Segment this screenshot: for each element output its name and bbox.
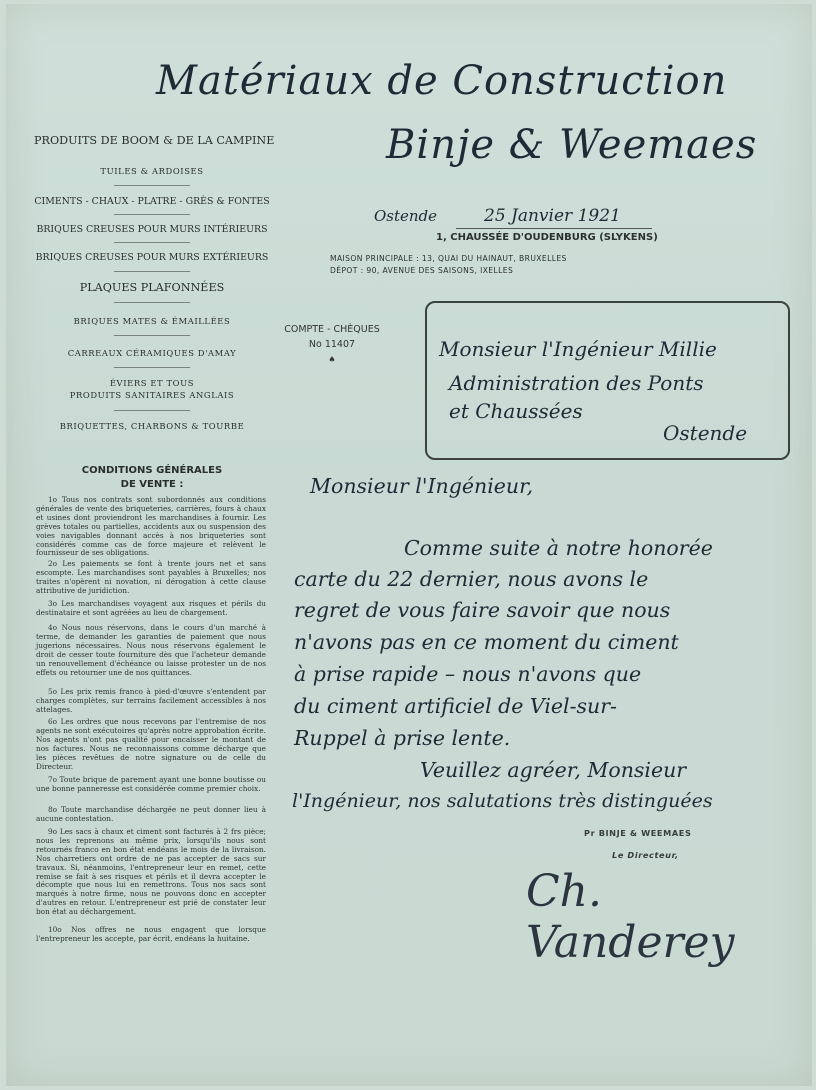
compte-cheques [282, 322, 382, 367]
letter-line: regret de vous faire savoir que nous [294, 598, 671, 622]
condition-item: 8o Toute marchandise déchargée ne peut donner lieu à aucune contestation. [36, 805, 266, 823]
product-item: BRIQUES CREUSES POUR MURS INTÉRIEURS [36, 224, 268, 235]
recipient-line: Monsieur l'Ingénieur Millie [439, 337, 717, 361]
closing-firm: Pr BINJE & WEEMAES [584, 828, 692, 838]
condition-item: 10o Nos offres ne nous engagent que lorsque l'entrepreneur les accepte, par écrit, endéans la huitaine. [36, 925, 266, 943]
product-item: BRIQUES MATES & ÉMAILLÉES [73, 316, 231, 326]
product-item: PLAQUES PLAFONNÉES [79, 281, 225, 294]
conditions-heading [34, 464, 270, 492]
divider [114, 335, 190, 336]
recipient-line: et Chaussées [449, 399, 583, 423]
compte-label: COMPTE - CHÈQUES [284, 324, 380, 335]
date-underline [456, 228, 652, 229]
recipient-line: Administration des Ponts [449, 371, 704, 395]
address-main: 1, CHAUSSÉE D'OUDENBURG (SLYKENS) [436, 232, 658, 243]
signature: Ch. Vanderey [526, 866, 735, 968]
letter-line: à prise rapide – nous n'avons que [294, 662, 642, 686]
condition-item: 2o Les paiements se font à trente jours net et sans escompte. Les marchandises sont payables à Bruxelles; nos traites n'opèrent ni novation, ni dérogation à cette clause attributive de juridiction. [36, 559, 266, 595]
product-item: PRODUITS SANITAIRES ANGLAIS [69, 390, 235, 400]
product-item: CIMENTS - CHAUX - PLATRE - GRÈS & FONTES [34, 196, 270, 207]
divider [114, 271, 190, 272]
conditions-heading-line2: DE VENTE : [120, 479, 184, 490]
date-handwritten: 25 Janvier 1921 [484, 206, 621, 226]
divider [114, 367, 190, 368]
divider [114, 302, 190, 303]
condition-item: 4o Nous nous réservons, dans le cours d'un marché à terme, de demander les garanties de paiement que nous jugerions nécessaires. Nous nous réservons également le droit de cesser toute fourniture dès que l'acheteur demande un renouvellement d'échéance ou laisse protester un de nos effets ou retourner une de nos quittances. [36, 623, 266, 677]
salutation: Monsieur l'Ingénieur, [310, 474, 534, 498]
product-item: BRIQUES CREUSES POUR MURS EXTÉRIEURS [35, 252, 269, 263]
condition-item: 9o Les sacs à chaux et ciment sont facturés à 2 frs pièce; nous les reprenons au même prix, lorsqu'ils nous sont retournés franco en bon état endéans le mois de la livraison. Nos charretiers ont ordre de ne pas accepter de sacs sur travaux. Si, néanmoins, l'entrepreneur leur en remet, cette remise se fait à ses risques et périls et il devra accepter le décompte que nous lui en remettrons. Tous nos sacs sont marqués à notre firme, nous ne pouvons donc en accepter d'autres en retour. L'entrepreneur est prié de constater leur bon état au déchargement. [36, 827, 266, 917]
company-name: Binje & Weemaes [386, 122, 758, 168]
condition-item: 5o Les prix remis franco à pied-d'œuvre s'entendent par charges complètes, sur terrains facilement accessibles à nos attelages. [36, 687, 266, 714]
address-line2: MAISON PRINCIPALE : 13, QUAI DU HAINAUT, BRUXELLES [330, 254, 567, 263]
letter-line: carte du 22 dernier, nous avons le [294, 567, 649, 591]
letter-line: n'avons pas en ce moment du ciment [294, 630, 679, 654]
address-line3: DÉPOT : 90, AVENUE DES SAISONS, IXELLES [330, 266, 514, 275]
compte-number: No 11407 [308, 339, 356, 350]
closing-role: Le Directeur, [612, 850, 679, 860]
condition-item: 7o Toute brique de parement ayant une bonne boutisse ou une bonne panneresse est considérée comme premier choix. [36, 775, 266, 793]
divider [114, 242, 190, 243]
recipient-line: Ostende [663, 421, 748, 445]
product-item: PRODUITS DE BOOM & DE LA CAMPINE [34, 134, 275, 147]
product-item: ÉVIERS ET TOUS [109, 378, 195, 388]
letter-line: du ciment artificiel de Viel-sur- [294, 694, 617, 718]
recipient-box [425, 301, 790, 460]
letterhead-title: Matériaux de Construction [156, 58, 728, 104]
place-printed: Ostende [374, 207, 438, 225]
product-item: CARREAUX CÉRAMIQUES D'AMAY [67, 348, 237, 358]
condition-item: 6o Les ordres que nous recevons par l'entremise de nos agents ne sont exécutoires qu'après notre approbation écrite. Nos agents n'ont pas qualité pour encaisser le montant de nos factures. Nous ne reconnaissons comme décharge que les pièces revêtues de notre signature ou de celle du Directeur. [36, 717, 266, 771]
divider [114, 185, 190, 186]
conditions-heading-line1: CONDITIONS GÉNÉRALES [81, 465, 223, 476]
letter-page [6, 4, 812, 1086]
letter-line: Ruppel à prise lente. [294, 726, 511, 750]
product-item: BRIQUETTES, CHARBONS & TOURBE [59, 421, 245, 431]
divider [114, 410, 190, 411]
spade-icon: ♠ [328, 355, 336, 364]
condition-item: 3o Les marchandises voyagent aux risques et périls du destinataire et sont agréées au lieu de chargement. [36, 599, 266, 617]
divider [114, 214, 190, 215]
condition-item: 1o Tous nos contrats sont subordonnés aux conditions générales de vente des briqueteries, carrières, fours à chaux et usines dont proviendront les marchandises à fournir. Les grèves totales ou partielles, accidents aux ou suspension des voies navigables donnant accès à nos briqueteries sont considérés comme cas de force majeure et relèvent le fournisseur de ses obligations. [36, 495, 266, 558]
letter-line: Veuillez agréer, Monsieur [420, 758, 687, 782]
letter-line: Comme suite à notre honorée [404, 536, 713, 560]
product-item: TUILES & ARDOISES [100, 166, 204, 176]
letter-line: l'Ingénieur, nos salutations très distinguées [292, 790, 713, 812]
